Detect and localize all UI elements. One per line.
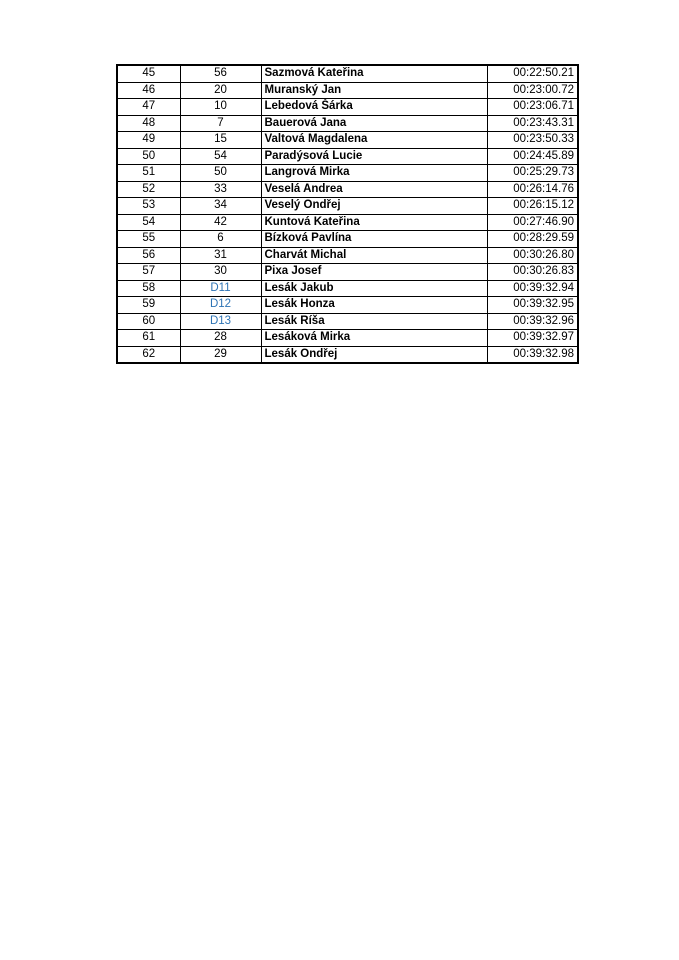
start-number-cell: 28 bbox=[180, 330, 261, 347]
finish-time-cell: 00:23:00.72 bbox=[487, 82, 578, 99]
rank-cell: 62 bbox=[117, 346, 180, 363]
finish-time-cell: 00:24:45.89 bbox=[487, 148, 578, 165]
rank-cell: 59 bbox=[117, 297, 180, 314]
competitor-name-cell: Lesák Ondřej bbox=[261, 346, 487, 363]
results-table-body bbox=[117, 65, 578, 363]
table-row bbox=[117, 181, 578, 198]
rank-cell: 45 bbox=[117, 65, 180, 82]
rank-cell: 56 bbox=[117, 247, 180, 264]
finish-time-cell: 00:25:29.73 bbox=[487, 165, 578, 182]
start-number-cell: 6 bbox=[180, 231, 261, 248]
table-row bbox=[117, 148, 578, 165]
table-row bbox=[117, 280, 578, 297]
rank-cell: 51 bbox=[117, 165, 180, 182]
results-table bbox=[116, 64, 579, 364]
start-number-cell: 30 bbox=[180, 264, 261, 281]
table-row bbox=[117, 214, 578, 231]
table-row bbox=[117, 264, 578, 281]
finish-time-cell: 00:39:32.96 bbox=[487, 313, 578, 330]
table-row bbox=[117, 99, 578, 116]
start-number-cell: 42 bbox=[180, 214, 261, 231]
finish-time-cell: 00:27:46.90 bbox=[487, 214, 578, 231]
competitor-name-cell: Kuntová Kateřina bbox=[261, 214, 487, 231]
finish-time-cell: 00:39:32.95 bbox=[487, 297, 578, 314]
rank-cell: 52 bbox=[117, 181, 180, 198]
competitor-name-cell: Bízková Pavlína bbox=[261, 231, 487, 248]
rank-cell: 47 bbox=[117, 99, 180, 116]
start-number-cell: 7 bbox=[180, 115, 261, 132]
rank-cell: 50 bbox=[117, 148, 180, 165]
competitor-name-cell: Lebedová Šárka bbox=[261, 99, 487, 116]
competitor-name-cell: Valtová Magdalena bbox=[261, 132, 487, 149]
start-number-cell: D11 bbox=[180, 280, 261, 297]
table-row bbox=[117, 165, 578, 182]
finish-time-cell: 00:30:26.80 bbox=[487, 247, 578, 264]
rank-cell: 58 bbox=[117, 280, 180, 297]
rank-cell: 57 bbox=[117, 264, 180, 281]
finish-time-cell: 00:23:50.33 bbox=[487, 132, 578, 149]
results-sheet bbox=[116, 64, 579, 364]
competitor-name-cell: Charvát Michal bbox=[261, 247, 487, 264]
rank-cell: 53 bbox=[117, 198, 180, 215]
start-number-cell: 20 bbox=[180, 82, 261, 99]
rank-cell: 54 bbox=[117, 214, 180, 231]
start-number-cell: 34 bbox=[180, 198, 261, 215]
finish-time-cell: 00:30:26.83 bbox=[487, 264, 578, 281]
start-number-cell: D12 bbox=[180, 297, 261, 314]
rank-cell: 61 bbox=[117, 330, 180, 347]
competitor-name-cell: Veselá Andrea bbox=[261, 181, 487, 198]
start-number-cell: 33 bbox=[180, 181, 261, 198]
table-row bbox=[117, 346, 578, 363]
table-row bbox=[117, 132, 578, 149]
finish-time-cell: 00:26:15.12 bbox=[487, 198, 578, 215]
competitor-name-cell: Lesáková Mirka bbox=[261, 330, 487, 347]
table-row bbox=[117, 115, 578, 132]
table-row bbox=[117, 330, 578, 347]
finish-time-cell: 00:39:32.98 bbox=[487, 346, 578, 363]
competitor-name-cell: Sazmová Kateřina bbox=[261, 65, 487, 82]
competitor-name-cell: Lesák Ríša bbox=[261, 313, 487, 330]
table-row bbox=[117, 247, 578, 264]
table-row bbox=[117, 65, 578, 82]
competitor-name-cell: Lesák Honza bbox=[261, 297, 487, 314]
competitor-name-cell: Lesák Jakub bbox=[261, 280, 487, 297]
competitor-name-cell: Paradýsová Lucie bbox=[261, 148, 487, 165]
competitor-name-cell: Pixa Josef bbox=[261, 264, 487, 281]
table-row bbox=[117, 313, 578, 330]
table-row bbox=[117, 231, 578, 248]
start-number-cell: 56 bbox=[180, 65, 261, 82]
finish-time-cell: 00:23:06.71 bbox=[487, 99, 578, 116]
competitor-name-cell: Veselý Ondřej bbox=[261, 198, 487, 215]
start-number-cell: 31 bbox=[180, 247, 261, 264]
competitor-name-cell: Langrová Mirka bbox=[261, 165, 487, 182]
competitor-name-cell: Muranský Jan bbox=[261, 82, 487, 99]
finish-time-cell: 00:39:32.94 bbox=[487, 280, 578, 297]
start-number-cell: 10 bbox=[180, 99, 261, 116]
rank-cell: 48 bbox=[117, 115, 180, 132]
start-number-cell: 15 bbox=[180, 132, 261, 149]
finish-time-cell: 00:22:50.21 bbox=[487, 65, 578, 82]
finish-time-cell: 00:26:14.76 bbox=[487, 181, 578, 198]
start-number-cell: D13 bbox=[180, 313, 261, 330]
table-row bbox=[117, 82, 578, 99]
competitor-name-cell: Bauerová Jana bbox=[261, 115, 487, 132]
rank-cell: 55 bbox=[117, 231, 180, 248]
table-row bbox=[117, 198, 578, 215]
table-row bbox=[117, 297, 578, 314]
finish-time-cell: 00:39:32.97 bbox=[487, 330, 578, 347]
finish-time-cell: 00:23:43.31 bbox=[487, 115, 578, 132]
start-number-cell: 54 bbox=[180, 148, 261, 165]
finish-time-cell: 00:28:29.59 bbox=[487, 231, 578, 248]
rank-cell: 49 bbox=[117, 132, 180, 149]
start-number-cell: 50 bbox=[180, 165, 261, 182]
start-number-cell: 29 bbox=[180, 346, 261, 363]
rank-cell: 60 bbox=[117, 313, 180, 330]
rank-cell: 46 bbox=[117, 82, 180, 99]
